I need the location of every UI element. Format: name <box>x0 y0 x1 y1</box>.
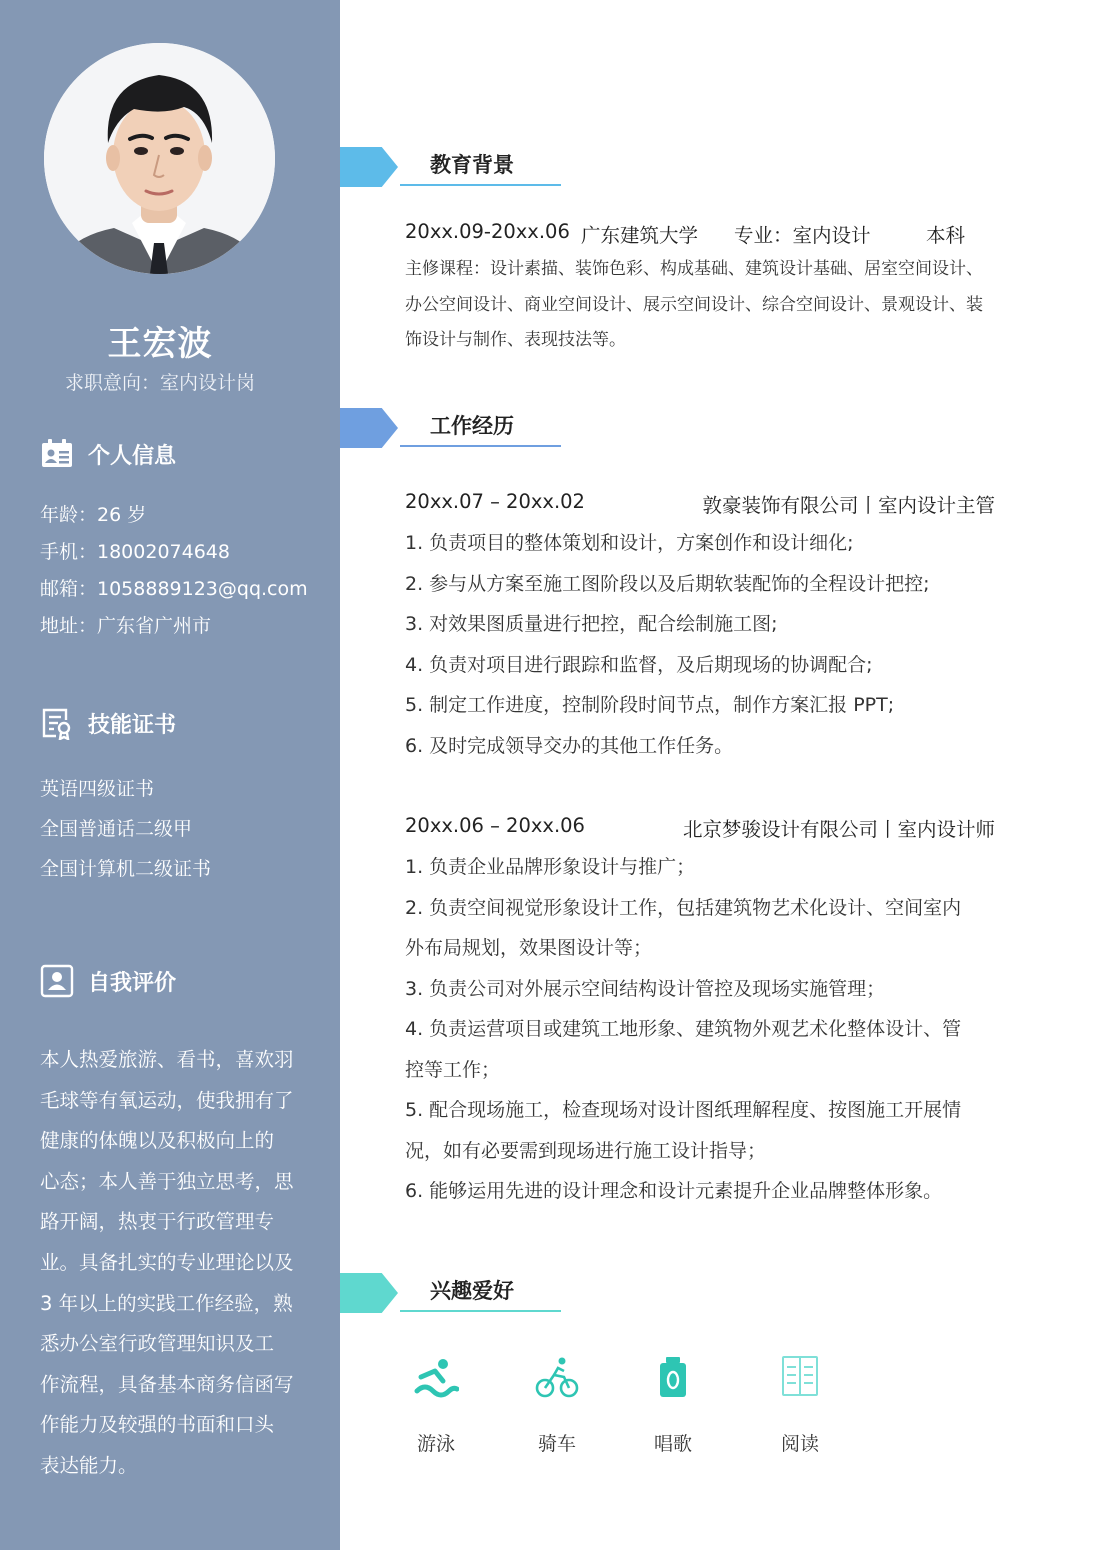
work-title: 工作经历 <box>430 414 514 438</box>
singing-icon <box>650 1355 696 1401</box>
work-underline <box>400 445 561 447</box>
job-duty-line: 3. 负责公司对外展示空间结构设计管控及现场实施管理； <box>405 977 886 1000</box>
self-eval-line: 健康的体魄以及积极向上的 <box>40 1129 275 1153</box>
self-eval-line: 作能力及较强的书面和口头 <box>40 1413 275 1437</box>
job-duties <box>405 523 1005 766</box>
self-eval-line: 业。具备扎实的专业理论以及 <box>40 1250 294 1274</box>
sidebar <box>0 0 340 1550</box>
job-duty-line: 6. 及时完成领导交办的其他工作任务。 <box>405 734 734 757</box>
section-work <box>340 408 600 448</box>
courses-line: 饰设计与制作、表现技法等。 <box>405 330 626 350</box>
job-duty-line: 2. 负责空间视觉形象设计工作，包括建筑物艺术化设计、空间室内 <box>405 896 962 919</box>
job-intent: 求职意向：室内设计岗 <box>64 372 255 394</box>
education-degree: 本科 <box>926 224 966 247</box>
education-major: 专业：室内设计 <box>734 224 871 247</box>
job-duty-line: 5. 制定工作进度，控制阶段时间节点，制作方案汇报 PPT; <box>405 694 895 716</box>
self-eval-line: 本人热爱旅游、看书，喜欢羽 <box>40 1048 294 1071</box>
work-arrow <box>340 408 398 448</box>
phone-line: 手机：18002074648 <box>40 541 230 563</box>
section-hobbies <box>340 1273 600 1313</box>
education-courses <box>405 252 1015 359</box>
job-duty-line: 6. 能够运用先进的设计理念和设计元素提升企业品牌整体形象。 <box>405 1180 943 1202</box>
certificate-item: 全国计算机二级证书 <box>40 858 212 880</box>
hobby-label: 唱歌 <box>653 1433 692 1455</box>
hobby-label: 阅读 <box>780 1433 819 1455</box>
section-self-eval <box>40 964 176 998</box>
skills-title: 技能证书 <box>88 712 177 738</box>
hobby-item <box>760 1355 840 1456</box>
job-company: 北京梦骏设计有限公司丨室内设计师 <box>682 818 995 841</box>
reading-icon <box>777 1355 823 1401</box>
job-duty-line: 1. 负责企业品牌形象设计与推广； <box>405 856 696 878</box>
email-line: 邮箱：1058889123@qq.com <box>40 578 308 600</box>
self-eval-line: 悉办公室行政管理知识及工 <box>40 1332 275 1356</box>
education-underline <box>400 184 561 186</box>
job-duty-line: 5. 配合现场施工，检查现场对设计图纸理解程度、按图施工开展情 <box>405 1099 962 1121</box>
job-duty-line: 况，如有必要需到现场进行施工设计指导； <box>405 1139 767 1162</box>
hobbies-arrow <box>340 1273 398 1313</box>
hobby-item <box>633 1355 713 1456</box>
certificate-item: 英语四级证书 <box>40 778 155 800</box>
hobbies-underline <box>400 1310 561 1312</box>
avatar <box>44 43 275 274</box>
courses-line: 主修课程：设计素描、装饰色彩、构成基础、建筑设计基础、居室空间设计、 <box>405 259 983 279</box>
cycling-icon <box>534 1355 580 1401</box>
hobby-label: 骑车 <box>537 1433 576 1455</box>
hobby-item <box>517 1355 597 1456</box>
self-eval-line: 心态；本人善于独立思考，思 <box>40 1169 294 1193</box>
id-card-icon <box>40 437 74 471</box>
address-line: 地址：广东省广州市 <box>40 615 212 637</box>
section-education <box>340 147 600 187</box>
age-line: 年龄：26 岁 <box>40 504 147 526</box>
courses-line: 办公空间设计、商业空间设计、展示空间设计、综合空间设计、景观设计、装 <box>405 294 983 315</box>
personal-info-title: 个人信息 <box>88 443 177 469</box>
user-icon <box>40 964 74 998</box>
education-title: 教育背景 <box>430 153 514 177</box>
section-skills <box>40 706 176 740</box>
section-personal-info <box>40 437 176 471</box>
education-arrow <box>340 147 398 187</box>
job-date: 20xx.07 – 20xx.02 <box>405 490 585 513</box>
self-eval-line: 毛球等有氧运动，使我拥有了 <box>40 1088 294 1112</box>
job-duty-line: 2. 参与从方案至施工图阶段以及后期软装配饰的全程设计把控; <box>405 572 930 595</box>
job-duty-line: 外布局规划，效果图设计等； <box>405 937 653 959</box>
hobbies-title: 兴趣爱好 <box>430 1279 514 1303</box>
job-duty-line: 控等工作； <box>405 1058 501 1081</box>
personal-info-list <box>40 497 308 645</box>
avatar-photo <box>44 43 275 274</box>
job-duty-line: 4. 负责运营项目或建筑工地形象、建筑物外观艺术化整体设计、管 <box>405 1018 962 1040</box>
job-duties <box>405 847 1005 1212</box>
education-school: 广东建筑大学 <box>581 224 699 247</box>
swimming-icon <box>413 1355 459 1401</box>
job-company: 敦豪装饰有限公司丨室内设计主管 <box>702 494 995 517</box>
job-date: 20xx.06 – 20xx.06 <box>405 814 585 837</box>
certificate-list <box>40 769 211 889</box>
self-eval-line: 表达能力。 <box>40 1453 138 1477</box>
hobby-item <box>396 1355 476 1456</box>
self-eval-line: 路开阔，热衷于行政管理专 <box>40 1210 275 1234</box>
certificate-item: 全国普通话二级甲 <box>40 818 193 840</box>
job-duty-line: 1. 负责项目的整体策划和设计，方案创作和设计细化; <box>405 532 854 554</box>
self-eval-text <box>40 1040 310 1487</box>
self-eval-line: 作流程，具备基本商务信函写 <box>40 1372 294 1396</box>
candidate-name: 王宏波 <box>107 324 213 364</box>
self-eval-title: 自我评价 <box>88 970 177 996</box>
job-duty-line: 3. 对效果图质量进行把控，配合绘制施工图; <box>405 613 778 635</box>
self-eval-line: 3 年以上的实践工作经验，熟 <box>40 1291 293 1315</box>
education-date: 20xx.09-20xx.06 <box>405 220 570 243</box>
certificate-icon <box>40 706 74 740</box>
job-duty-line: 4. 负责对项目进行跟踪和监督，及后期现场的协调配合; <box>405 653 873 676</box>
hobby-label: 游泳 <box>416 1433 455 1455</box>
